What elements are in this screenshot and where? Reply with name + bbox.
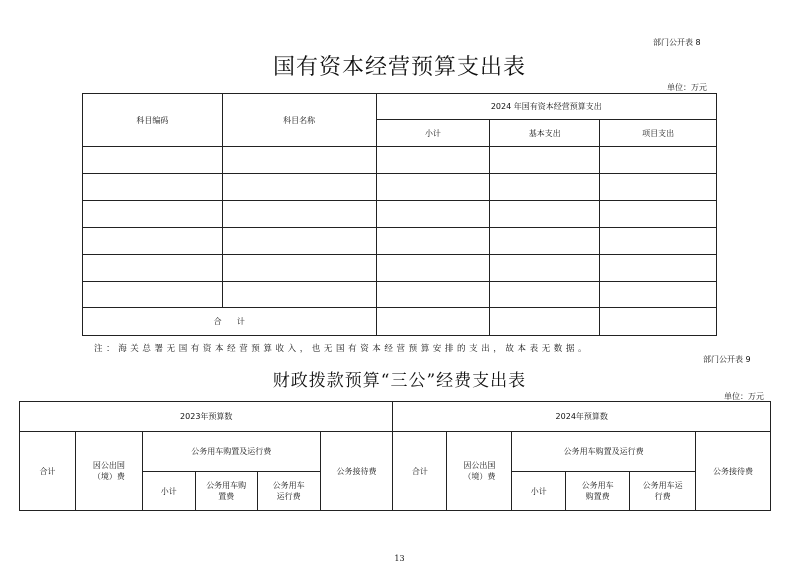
total-label: 合 计 (83, 308, 377, 336)
header-name: 科目名称 (222, 94, 376, 147)
form-label-9: 部门公开表 9 (703, 355, 751, 364)
col-abroad: 因公出国（境）费 (447, 432, 512, 511)
table2-title: 财政拨款预算“三公”经费支出表 (272, 371, 527, 391)
page-number: 13 (394, 554, 405, 563)
col-total: 合计 (20, 432, 76, 511)
col-operation: 公务用车运行费 (630, 472, 696, 511)
three-public-expense-table (19, 401, 771, 511)
col-subtotal: 小计 (512, 472, 566, 511)
header-year-2023: 2023年预算数 (20, 402, 393, 432)
table2-unit: 单位：万元 (724, 392, 764, 401)
header-code: 科目编码 (83, 94, 223, 147)
table1-unit: 单位：万元 (667, 83, 707, 92)
col-subtotal: 小计 (142, 472, 195, 511)
col-reception: 公务接待费 (696, 432, 771, 511)
header-basic: 基本支出 (490, 120, 600, 147)
capital-budget-table (82, 93, 717, 336)
header-subtotal: 小计 (376, 120, 490, 147)
table-row (83, 174, 717, 201)
header-year-2024: 2024年预算数 (393, 402, 771, 432)
form-label-8: 部门公开表 8 (653, 38, 701, 47)
table-row (83, 201, 717, 228)
total-row (83, 308, 717, 336)
table1-title: 国有资本经营预算支出表 (272, 55, 526, 80)
table1-note: 注：海关总署无国有资本经营预算收入，也无国有资本经营预算安排的支出，故本表无数据。 (94, 344, 591, 354)
col-purchase: 公务用车购置费 (566, 472, 630, 511)
table-row (83, 282, 717, 308)
table-row (83, 255, 717, 282)
col-operation: 公务用车运行费 (257, 472, 320, 511)
table-row (83, 147, 717, 174)
col-vehicle: 公务用车购置及运行费 (142, 432, 320, 472)
col-total: 合计 (393, 432, 447, 511)
col-vehicle: 公务用车购置及运行费 (512, 432, 696, 472)
table-row (83, 228, 717, 255)
col-reception: 公务接待费 (320, 432, 393, 511)
header-group: 2024 年国有资本经营预算支出 (376, 94, 716, 120)
header-project: 项目支出 (600, 120, 717, 147)
col-abroad: 因公出国（境）费 (75, 432, 142, 511)
col-purchase: 公务用车购置费 (195, 472, 257, 511)
